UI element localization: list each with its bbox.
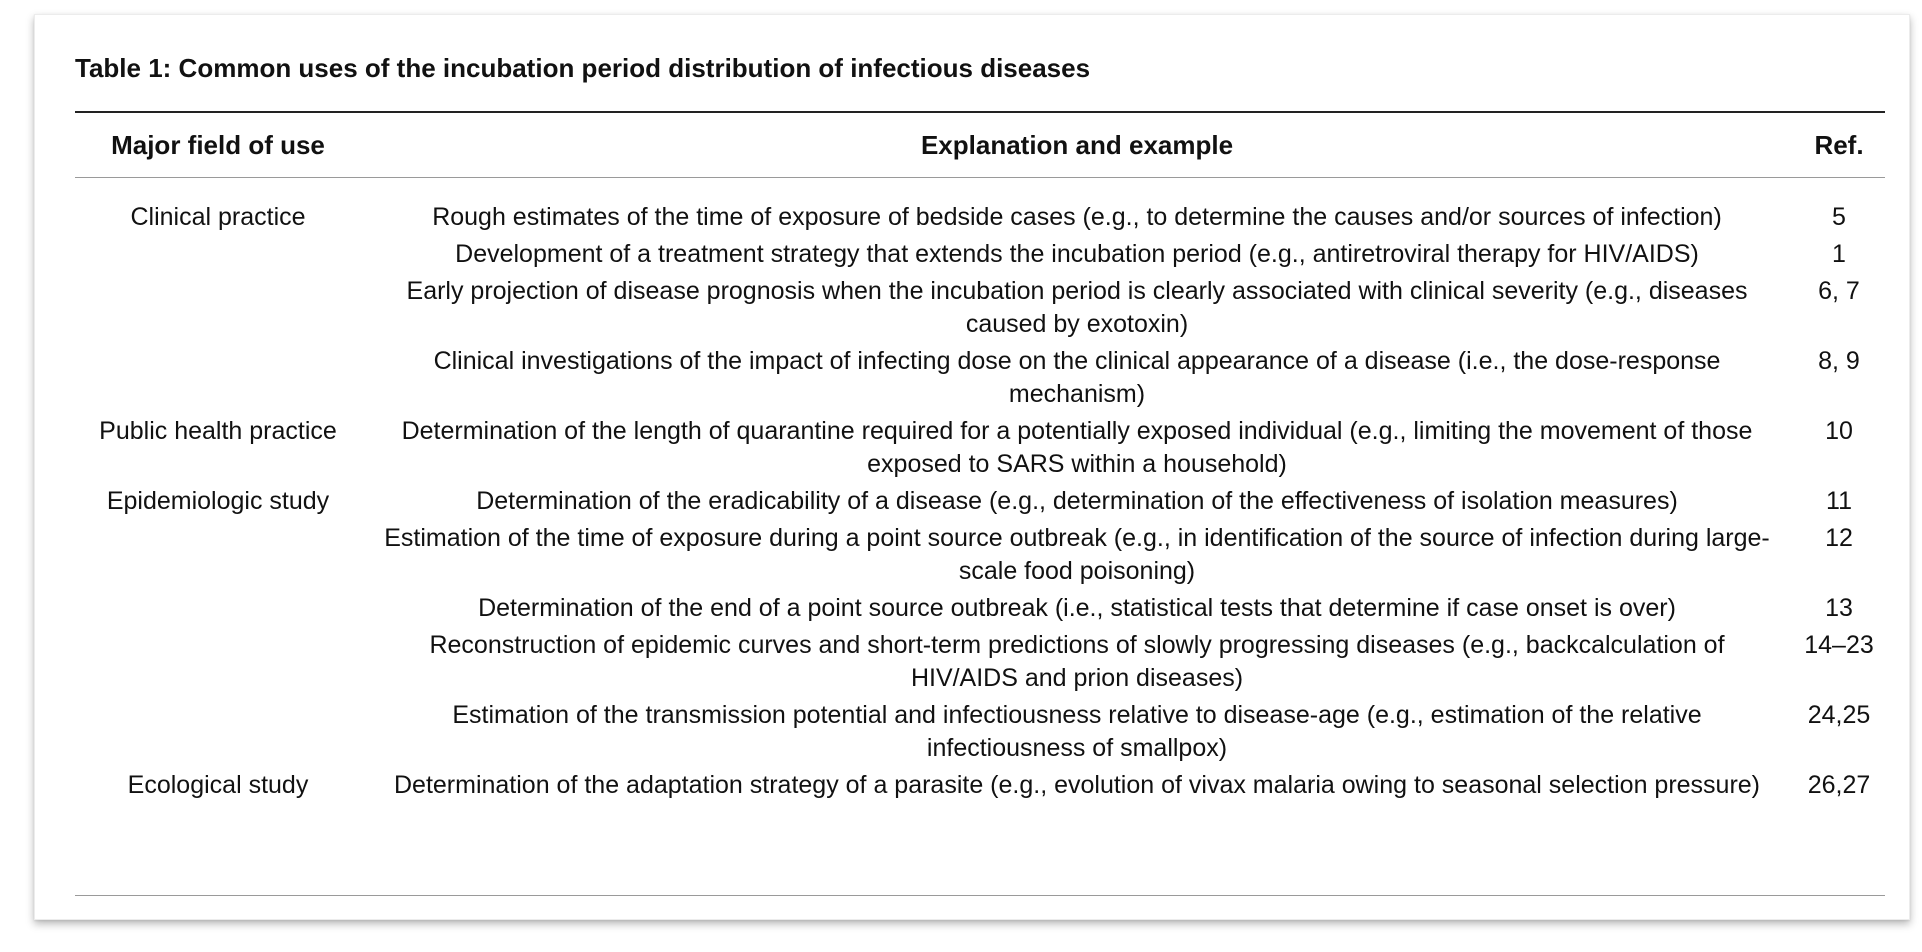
table-row [75, 345, 1885, 411]
row-explanation-cell: Estimation of the transmission potential and infectiousness relative to disease-age (e.g., estimation of the relative infectiousness of smallpox) [452, 701, 1702, 762]
row-ref-cell: 1 [1832, 240, 1846, 268]
table-row [75, 629, 1885, 695]
table-top-rule [75, 111, 1885, 113]
table-row [75, 769, 1885, 802]
table-bottom-rule [75, 895, 1885, 896]
header-ref: Ref. [1814, 129, 1864, 160]
row-explanation-cell: Determination of the adaptation strategy of a parasite (e.g., evolution of vivax malaria owing to seasonal selection pressure) [393, 771, 1761, 799]
row-ref-cell: 10 [1825, 417, 1853, 445]
row-ref-cell: 5 [1832, 203, 1846, 231]
row-field-cell: Ecological study [127, 771, 309, 799]
row-field-cell: Clinical practice [130, 203, 306, 231]
row-explanation-cell: Clinical investigations of the impact of infecting dose on the clinical appearance of a disease (i.e., the dose-response mechanism) [433, 347, 1721, 408]
table-header-rule [75, 177, 1885, 178]
table-body [75, 201, 1885, 806]
row-explanation-cell: Determination of the eradicability of a disease (e.g., determination of the effectiveness of isolation measures) [476, 487, 1678, 515]
row-ref-cell: 8, 9 [1818, 347, 1860, 375]
row-ref-cell: 13 [1825, 594, 1853, 622]
table-row [75, 485, 1885, 518]
table-row [75, 699, 1885, 765]
row-explanation-cell: Reconstruction of epidemic curves and short-term predictions of slowly progressing diseases (e.g., backcalculation of HIV/AIDS and prion diseases) [429, 631, 1725, 692]
table-row [75, 592, 1885, 625]
table-row [75, 201, 1885, 234]
row-explanation-cell: Rough estimates of the time of exposure of bedside cases (e.g., to determine the causes and/or sources of infection) [432, 203, 1722, 231]
row-explanation-cell: Determination of the end of a point source outbreak (i.e., statistical tests that determine if case onset is over) [478, 594, 1676, 622]
header-major-field: Major field of use [111, 129, 325, 160]
row-explanation-cell: Early projection of disease prognosis when the incubation period is clearly associated with clinical severity (e.g., diseases caused by exotoxin) [406, 277, 1748, 338]
table-header-row [75, 117, 1885, 173]
row-ref-cell: 24,25 [1807, 701, 1871, 729]
row-ref-cell: 12 [1825, 524, 1853, 552]
row-explanation-cell: Determination of the length of quarantine required for a potentially exposed individual (e.g., limiting the movement of those exposed to SARS within a household) [401, 417, 1753, 478]
row-explanation-cell: Development of a treatment strategy that extends the incubation period (e.g., antiretroviral therapy for HIV/AIDS) [455, 240, 1699, 268]
row-ref-cell: 14–23 [1804, 631, 1874, 659]
table-row [75, 238, 1885, 271]
row-ref-cell: 26,27 [1807, 771, 1871, 799]
row-explanation-cell: Estimation of the time of exposure during a point source outbreak (e.g., in identification of the source of infection during large-scale food poisoning) [384, 524, 1770, 585]
table-card [34, 14, 1910, 920]
row-field-cell: Epidemiologic study [106, 487, 330, 515]
table-row [75, 415, 1885, 481]
table-row [75, 275, 1885, 341]
row-ref-cell: 11 [1826, 487, 1852, 515]
row-field-cell: Public health practice [99, 417, 337, 445]
header-explanation: Explanation and example [920, 129, 1234, 160]
row-ref-cell: 6, 7 [1818, 277, 1860, 305]
table-caption: Table 1: Common uses of the incubation period distribution of infectious diseases [75, 53, 1091, 83]
table-row [75, 522, 1885, 588]
